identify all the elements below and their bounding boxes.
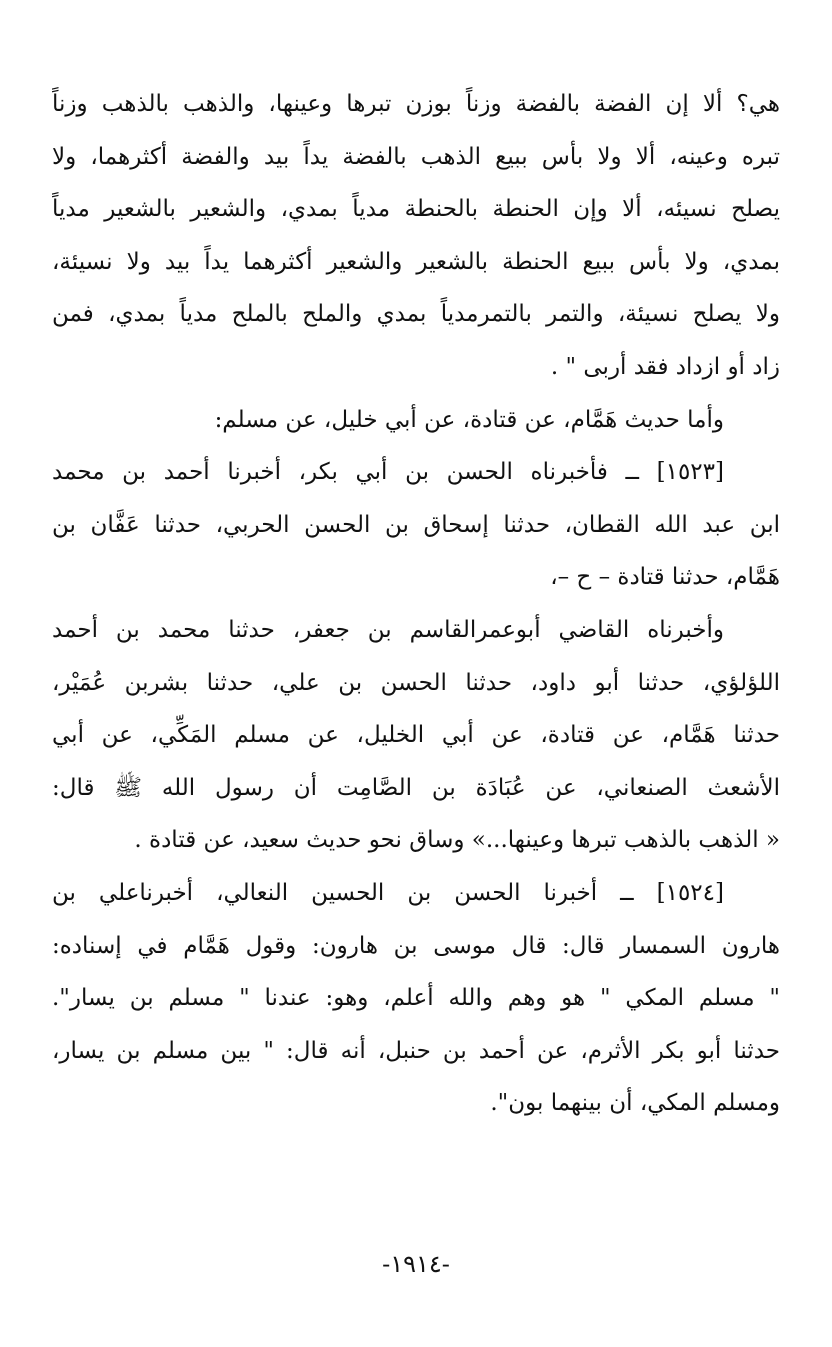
paragraph-1524-cont bbox=[52, 920, 780, 1130]
text-line: [١٥٢٤] ــ أخبرنا الحسن بن الحسين النعالي، أخبرناعلي بن bbox=[52, 879, 724, 906]
text-line: ولا يصلح نسيئة، والتمر بالتمرمدياً بمدي والملح بالملح مدياً بمدي، فمن bbox=[52, 301, 780, 328]
text-line: الأشعث الصنعاني، عن عُبَادَة بن الصَّامِت أن رسول الله ﷺ قال: bbox=[52, 774, 780, 801]
text-line: وأما حديث هَمَّام، عن قتادة، عن أبي خليل، عن مسلم: bbox=[214, 406, 724, 433]
text-line: بمدي، ولا بأس ببيع الحنطة بالشعير والشعير أكثرهما يداً بيد ولا نسيئة، bbox=[52, 248, 780, 275]
text-line: زاد أو ازداد فقد أربى " . bbox=[550, 353, 780, 380]
text-line: هارون السمسار قال: قال موسى بن هارون: وقول هَمَّام في إسناده: bbox=[52, 932, 780, 959]
body-text bbox=[52, 78, 780, 1130]
page-number: -١٩١٤- bbox=[382, 1250, 450, 1278]
text-line: وأخبرناه القاضي أبوعمرالقاسم بن جعفر، حدثنا محمد بن أحمد bbox=[52, 616, 724, 643]
text-line: ابن عبد الله القطان، حدثنا إسحاق بن الحسن الحربي، حدثنا عَفَّان بن bbox=[52, 511, 780, 538]
text-line: حدثنا هَمَّام، عن قتادة، عن أبي الخليل، عن مسلم المَكِّي، عن أبي bbox=[52, 722, 780, 749]
text-line: تبره وعينه، ألا ولا بأس ببيع الذهب بالفضة يداً بيد والفضة أكثرهما، ولا bbox=[52, 143, 780, 170]
text-line: " مسلم المكي " هو وهم والله أعلم، وهو: عندنا " مسلم بن يسار". bbox=[52, 985, 780, 1012]
paragraph-1523 bbox=[52, 446, 780, 499]
paragraph-qadi-cont bbox=[52, 657, 780, 867]
paragraph-hadith-text bbox=[52, 78, 780, 394]
paragraph-hammam-intro bbox=[52, 394, 780, 447]
text-line: ومسلم المكي، أن بينهما بون". bbox=[490, 1090, 780, 1117]
paragraph-1523-cont bbox=[52, 499, 780, 604]
text-line: [١٥٢٣] ــ فأخبرناه الحسن بن أبي بكر، أخبرنا أحمد بن محمد bbox=[52, 459, 724, 486]
text-line: حدثنا أبو بكر الأثرم، عن أحمد بن حنبل، أنه قال: " بين مسلم بن يسار، bbox=[52, 1037, 780, 1064]
text-line: اللؤلؤي، حدثنا أبو داود، حدثنا الحسن بن علي، حدثنا بشربن عُمَيْر، bbox=[52, 669, 780, 696]
paragraph-1524 bbox=[52, 867, 780, 920]
text-line: هي؟ ألا إن الفضة بالفضة وزناً بوزن تبرها وعينها، والذهب بالذهب وزناً bbox=[52, 91, 780, 117]
text-line: يصلح نسيئه، ألا وإن الحنطة بالحنطة مدياً بمدي، والشعير بالشعير مدياً bbox=[52, 196, 780, 223]
text-line: هَمَّام، حدثنا قتادة – ح –، bbox=[550, 564, 780, 591]
text-line: « الذهب بالذهب تبرها وعينها...» وساق نحو حديث سعيد، عن قتادة . bbox=[134, 827, 780, 854]
paragraph-qadi bbox=[52, 604, 780, 657]
